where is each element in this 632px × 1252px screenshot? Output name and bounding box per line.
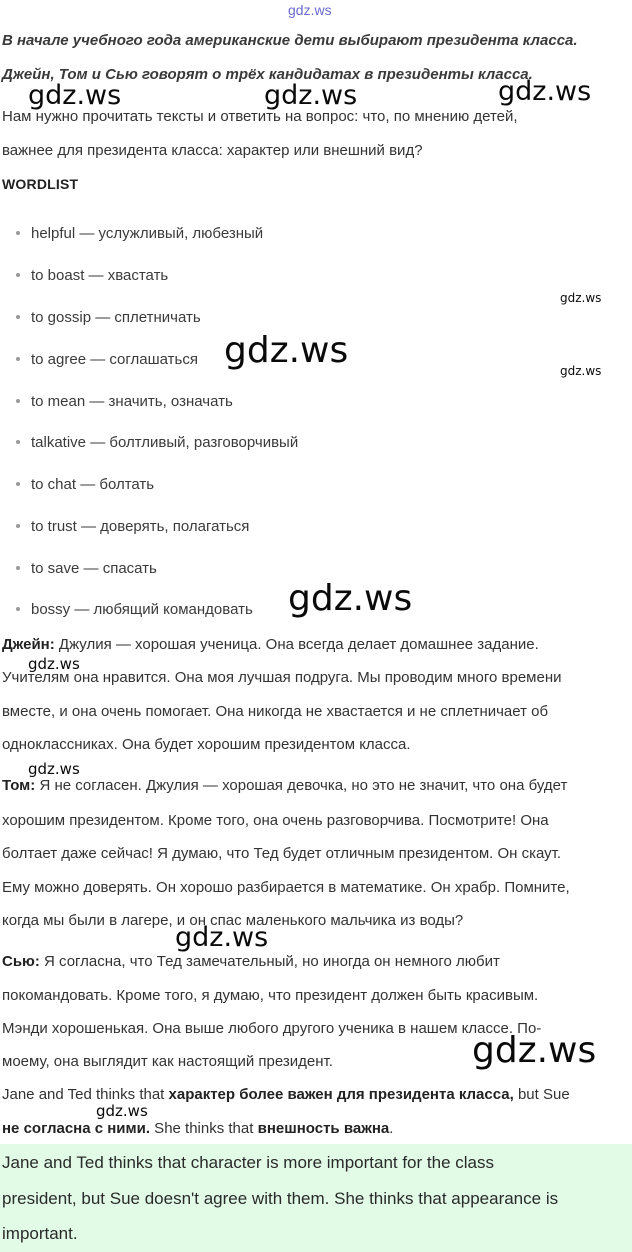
bullet-icon: [16, 315, 20, 319]
list-item: to save — спасать: [16, 560, 157, 577]
sue-line-2: покомандовать. Кроме того, я думаю, что президент должен быть красивым.: [2, 987, 539, 1004]
list-item: to chat — болтать: [16, 476, 154, 493]
tom-line-1: Том: Я не согласен. Джулия — хорошая девочка, но это не значит, что она будет: [2, 777, 568, 794]
intro-line-1: В начале учебного года американские дети выбирают президента класса.: [2, 32, 578, 49]
list-item: to gossip — сплетничать: [16, 309, 201, 326]
sue-line-4: моему, она выглядит как настоящий президент.: [2, 1053, 333, 1070]
bullet-icon: [16, 607, 20, 611]
sue-line-1: Сью: Я согласна, что Тед замечательный, но иногда он немного любит: [2, 953, 500, 970]
watermark-text: gdz.ws: [498, 76, 592, 107]
bullet-icon: [16, 357, 20, 361]
wordlist-heading: WORDLIST: [2, 176, 79, 192]
task-line-2: важнее для президента класса: характер или внешний вид?: [2, 142, 423, 159]
bullet-icon: [16, 440, 20, 444]
list-item: to mean — значить, означать: [16, 393, 233, 410]
intro-line-2: Джейн, Том и Сью говорят о трёх кандидатах в президенты класса.: [2, 66, 533, 83]
list-item: to agree — соглашаться: [16, 351, 198, 368]
tom-line-3: болтает даже сейчас! Я думаю, что Тед будет отличным президентом. Он скаут.: [2, 845, 562, 862]
speaker-jane: Джейн:: [2, 636, 55, 653]
bullet-icon: [16, 399, 20, 403]
list-item: bossy — любящий командовать: [16, 601, 253, 618]
jane-line-2: Учителям она нравится. Она моя лучшая подруга. Мы проводим много времени: [2, 669, 562, 686]
list-item: to trust — доверять, полагаться: [16, 518, 249, 535]
task-line-1: Нам нужно прочитать тексты и ответить на вопрос: что, по мнению детей,: [2, 108, 518, 125]
list-item: helpful — услужливый, любезный: [16, 225, 263, 242]
watermark-text: gdz.ws: [560, 291, 602, 305]
bullet-icon: [16, 482, 20, 486]
watermark-text: gdz.ws: [28, 655, 80, 673]
top-site-link[interactable]: gdz.ws: [288, 2, 332, 18]
tom-line-5: когда мы были в лагере, и он спас маленького мальчика из воды?: [2, 912, 464, 929]
watermark-text: gdz.ws: [28, 760, 80, 778]
watermark-text: gdz.ws: [472, 1030, 597, 1071]
mixed-answer-line-1: Jane and Ted thinks that характер более важен для президента класса, but Sue: [2, 1086, 570, 1103]
mixed-answer-line-2: не согласна с ними. She thinks that внешность важна.: [2, 1120, 394, 1137]
watermark-text: gdz.ws: [175, 922, 269, 953]
tom-line-4: Ему можно доверять. Он хорошо разбирается в математике. Он храбр. Помните,: [2, 879, 570, 896]
speaker-tom: Том:: [2, 777, 36, 794]
watermark-text: gdz.ws: [28, 80, 122, 111]
speaker-sue: Сью:: [2, 953, 40, 970]
tom-line-2: хорошим президентом. Кроме того, она очень разговорчива. Посмотрите! Она: [2, 812, 549, 829]
jane-line-3: вместе, и она очень помогает. Она никогда не хвастается и не сплетничает об: [2, 703, 549, 720]
answer-line-2: president, but Sue doesn't agree with them. She thinks that appearance is: [2, 1189, 559, 1208]
jane-line-1: Джейн: Джулия — хорошая ученица. Она всегда делает домашнее задание.: [2, 636, 539, 653]
watermark-text: gdz.ws: [264, 80, 358, 111]
watermark-text: gdz.ws: [288, 578, 413, 619]
jane-line-4: одноклассниках. Она будет хорошим президентом класса.: [2, 736, 411, 753]
bullet-icon: [16, 524, 20, 528]
watermark-text: gdz.ws: [560, 364, 602, 378]
list-item: talkative — болтливый, разговорчивый: [16, 434, 298, 451]
answer-line-3: important.: [2, 1224, 78, 1243]
watermark-text: gdz.ws: [224, 330, 349, 371]
bullet-icon: [16, 273, 20, 277]
answer-line-1: Jane and Ted thinks that character is more important for the class: [2, 1153, 494, 1172]
sue-line-3: Мэнди хорошенькая. Она выше любого другого ученика в нашем классе. По-: [2, 1020, 542, 1037]
watermark-text: gdz.ws: [96, 1102, 148, 1120]
bullet-icon: [16, 231, 20, 235]
bullet-icon: [16, 566, 20, 570]
list-item: to boast — хвастать: [16, 267, 168, 284]
